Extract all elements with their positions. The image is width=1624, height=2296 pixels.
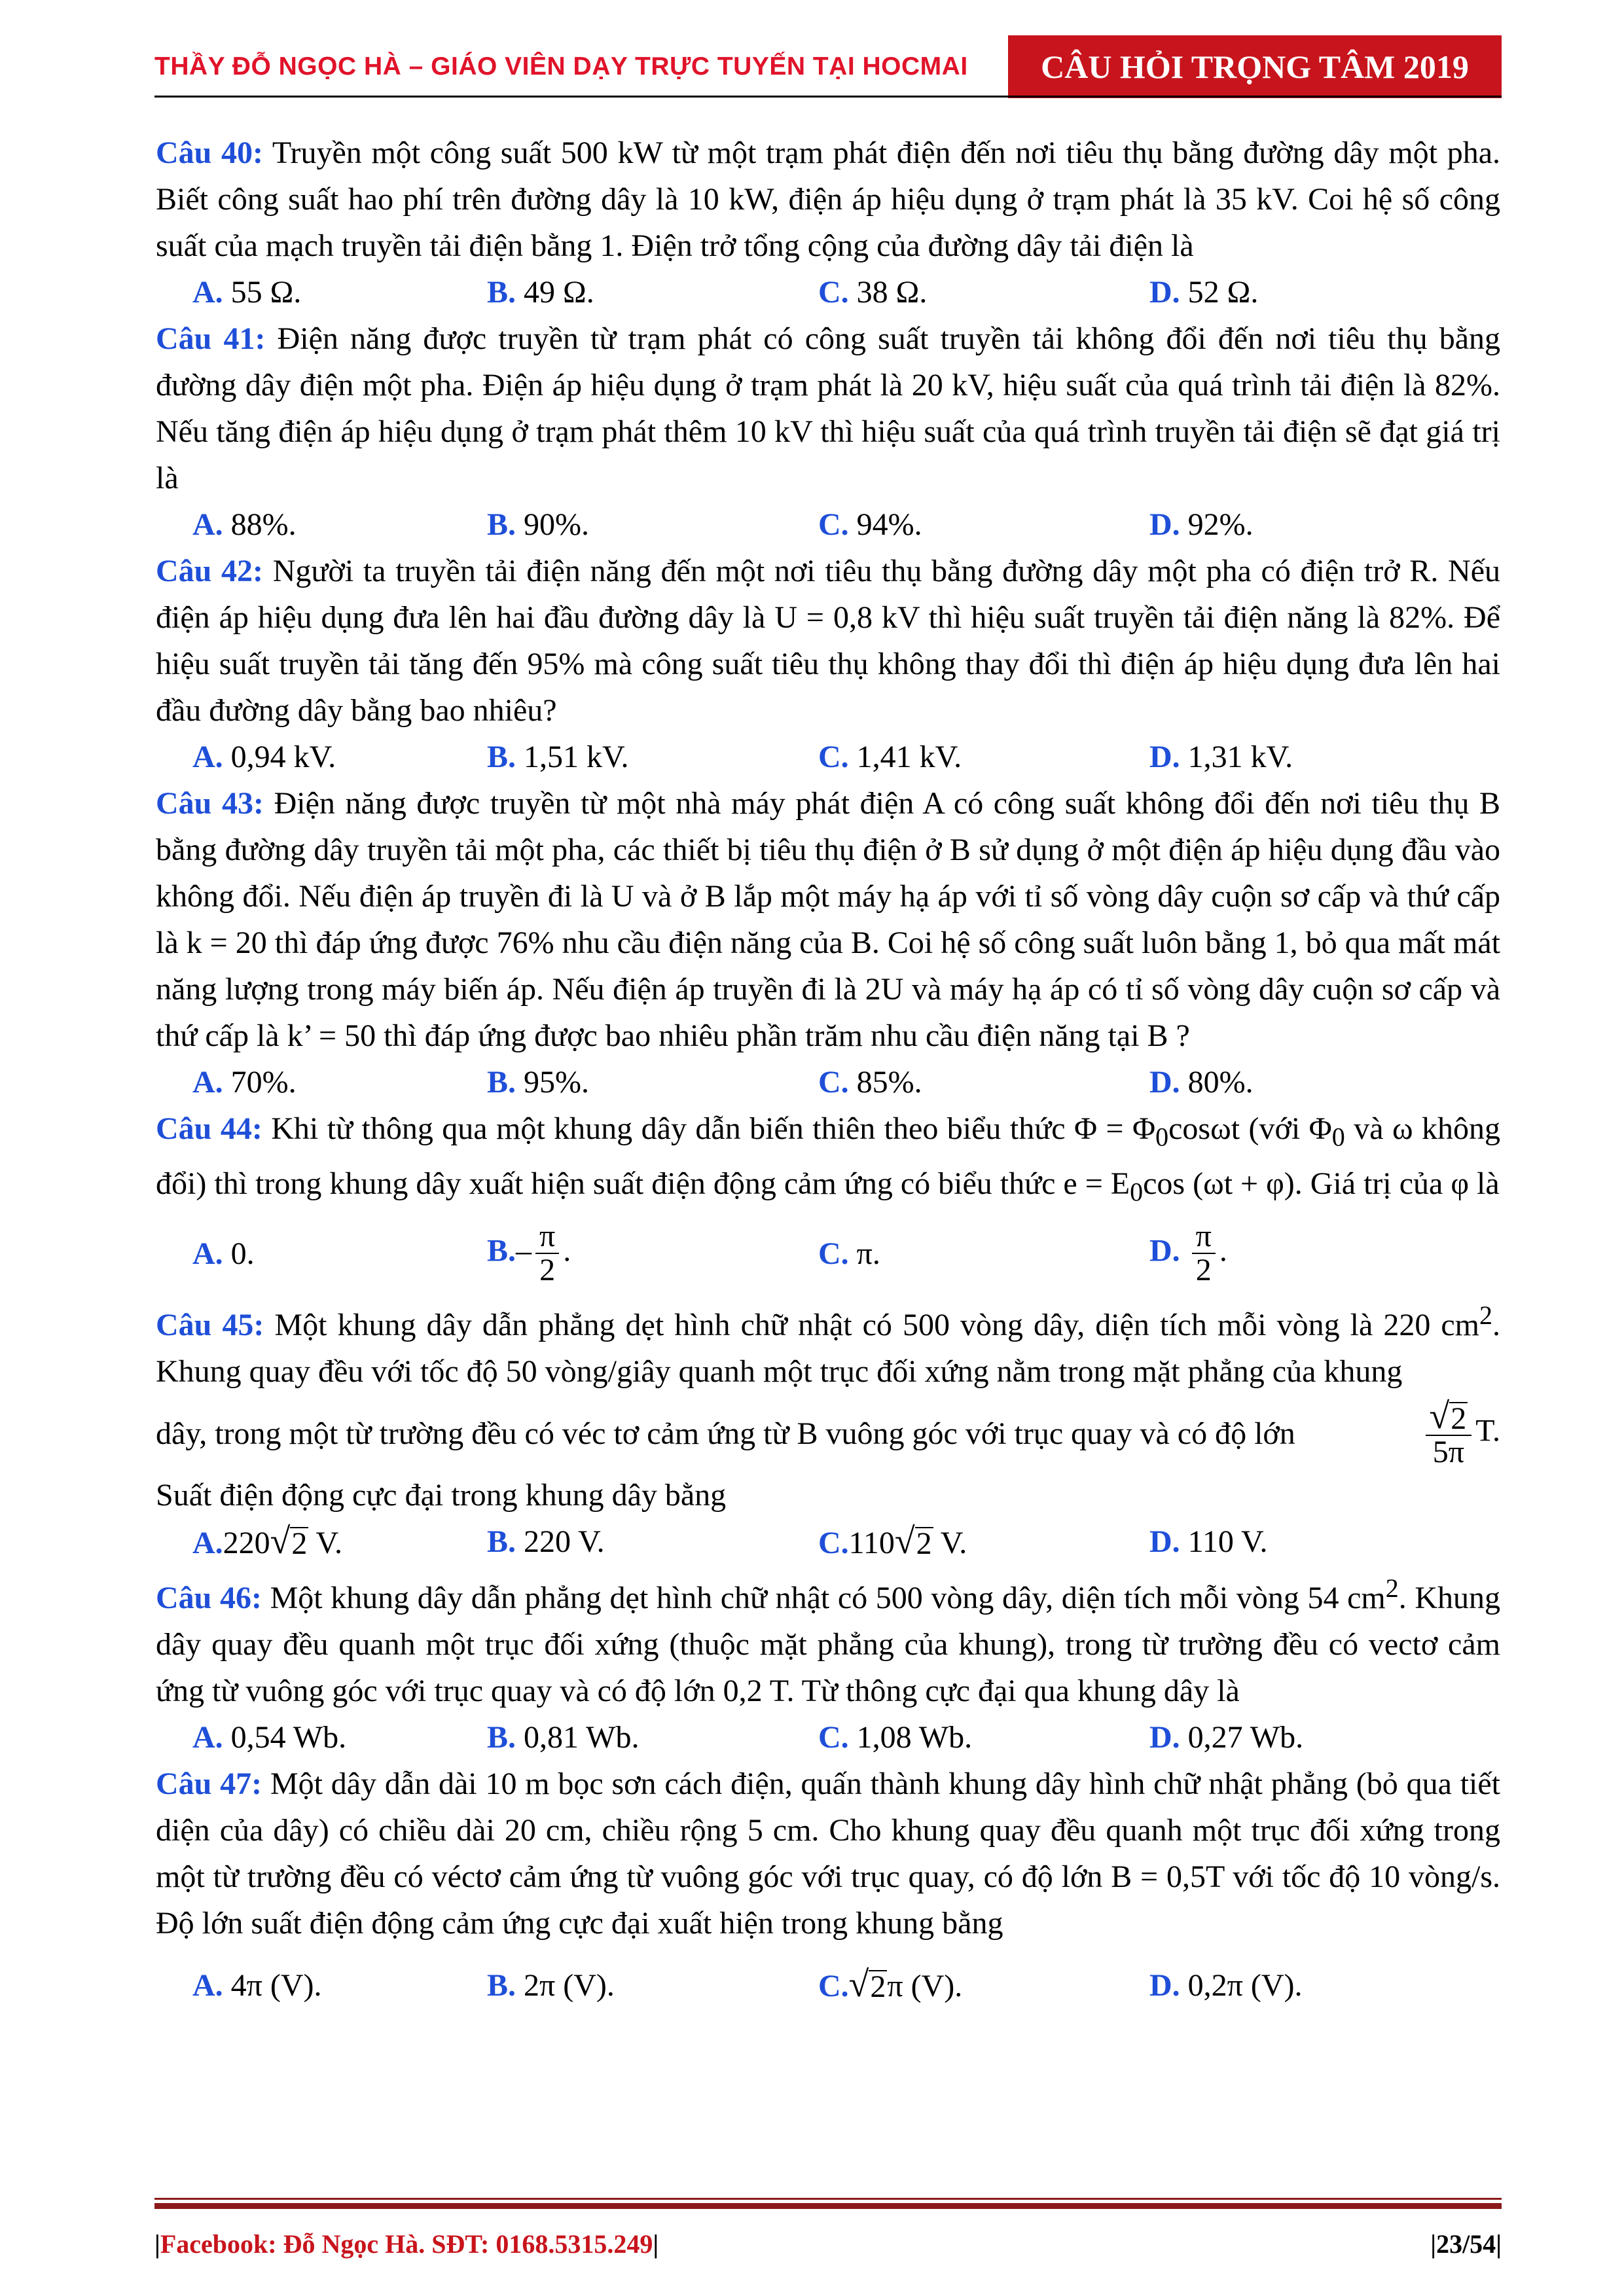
option-a[interactable]: A. 0,94 kV. — [192, 740, 336, 774]
options-row — [156, 1059, 1500, 1105]
option-d[interactable]: D. 1,31 kV. — [1149, 740, 1293, 774]
option-a[interactable]: A.220 √ 2 V. — [192, 1520, 343, 1562]
fraction: $\frac{\pi}{2}$ — [1192, 1220, 1216, 1287]
option-c[interactable]: C. π. — [818, 1236, 880, 1271]
option-d[interactable]: D. 0,2π (V). — [1149, 1967, 1303, 2003]
header-divider — [154, 96, 1502, 98]
question-text: Khi từ thông qua một khung dây dẫn biến thiên theo biểu thức $\Phi = \Phi_0\cos\omega t$ (với $\Phi_0$ và ω không đổi) thì trong khung dây xuất hiện suất điện động cảm ứng có biểu thức $e = E_0\cos$ (ωt + φ). Giá trị của φ là — [156, 1111, 1500, 1207]
question-text: Điện năng được truyền từ trạm phát có công suất truyền tải không đổi đến nơi tiêu thụ bằng đường dây điện một pha. Điện áp hiệu dụng ở trạm phát là 20 kV, hiệu suất của quá trình tải điện là 82%. Nếu tăng điện áp hiệu dụng ở trạm phát thêm 10 kV thì hiệu suất của quá trình truyền tải điện sẽ đạt giá trị là — [156, 321, 1501, 495]
option-d[interactable]: D. 110 V. — [1149, 1524, 1268, 1560]
question-label: Câu 43: — [156, 786, 264, 821]
option-b[interactable]: B. 1,51 kV. — [487, 740, 629, 774]
option-d[interactable]: D. 80%. — [1149, 1065, 1254, 1100]
page-number: |23/54| — [1430, 2229, 1502, 2259]
options-row — [156, 501, 1500, 548]
option-c[interactable]: C. 85%. — [818, 1065, 922, 1100]
question-text: Truyền một công suất 500 kW từ một trạm phát điện đến nơi tiêu thụ bằng đường dây một pha. Biết công suất hao phí trên đường dây là 10 kW, điện áp hiệu dụng ở trạm phát là 35 kV. Coi hệ số công suất của mạch truyền tải điện bằng 1. Điện trở tổng cộng của đường dây tải điện là — [156, 135, 1500, 263]
option-c[interactable]: C. √ 2 π (V). — [818, 1964, 963, 2005]
footer-divider — [154, 2198, 1502, 2200]
option-c[interactable]: C. 38 Ω. — [818, 275, 928, 310]
question-label: Câu 42: — [156, 554, 264, 588]
option-a[interactable]: A. 4π (V). — [192, 1967, 322, 2003]
options-row — [156, 734, 1500, 780]
option-c[interactable]: C.110 √ 2 V. — [818, 1520, 967, 1562]
question-43 — [156, 780, 1500, 1105]
option-a[interactable]: A. 0. — [192, 1236, 255, 1271]
footer-contact: |Facebook: Đỗ Ngọc Hà. SĐT: 0168.5315.249| — [154, 2229, 659, 2259]
question-label: Câu 46: — [156, 1581, 262, 1616]
option-c[interactable]: C. 1,41 kV. — [818, 740, 962, 774]
options-row — [156, 269, 1500, 315]
field-magnitude: √ 2 5π T. — [1422, 1398, 1501, 1469]
option-a[interactable]: A. 88%. — [192, 507, 297, 542]
options-row — [156, 1714, 1500, 1761]
header-badge: CÂU HỎI TRỌNG TÂM 2019 — [1008, 35, 1502, 98]
question-47 — [156, 1761, 1500, 2024]
option-d[interactable]: D. $\frac{\pi}{2}$ . — [1149, 1218, 1227, 1288]
question-list — [156, 130, 1500, 2024]
question-text: Người ta truyền tải điện năng đến một nơi tiêu thụ bằng đường dây một pha có điện trở R. Nếu điện áp hiệu dụng đưa lên hai đầu đường dây là U = 0,8 kV thì hiệu suất truyền tải điện năng là 82%. Để hiệu suất truyền tải tăng đến 95% mà công suất tiêu thụ không thay đổi thì điện áp hiệu dụng đưa lên hai đầu đường dây bằng bao nhiêu? — [156, 554, 1500, 728]
option-d[interactable]: D. 0,27 Wb. — [1149, 1720, 1304, 1755]
question-label: Câu 41: — [156, 321, 266, 356]
option-a[interactable]: A. 55 Ω. — [192, 275, 302, 310]
question-text: Suất điện động cực đại trong khung dây bằng — [156, 1478, 727, 1513]
question-text: Một khung dây dẫn phẳng dẹt hình chữ nhật có 500 vòng dây, diện tích mỗi vòng 54 $cm^2$. Khung dây quay đều quanh một trục đối xứng (thuộc mặt phẳng của khung), trong từ trường đều có vectơ cảm ứng từ vuông góc với trục quay và có độ lớn 0,2 T. Từ thông cực đại qua khung dây là — [156, 1573, 1501, 1709]
question-40 — [156, 130, 1500, 315]
option-b[interactable]: B. 49 Ω. — [487, 275, 594, 310]
fraction: $\frac{\pi}{2}$ — [535, 1220, 559, 1287]
question-label: Câu 45: — [156, 1308, 264, 1343]
question-text: dây, trong một từ trường đều có véc tơ cảm ứng từ B vuông góc với trục quay và có độ lớn — [156, 1416, 1295, 1451]
option-d[interactable]: D. 52 Ω. — [1149, 275, 1259, 310]
question-text: Điện năng được truyền từ một nhà máy phát điện A có công suất không đổi đến nơi tiêu thụ B bằng đường dây truyền tải một pha, các thiết bị tiêu thụ điện ở B sử dụng ở một điện áp hiệu dụng đầu vào không đổi. Nếu điện áp truyền đi là U và ở B lắp một máy hạ áp với tỉ số vòng dây cuộn sơ cấp và thứ cấp là k = 20 thì đáp ứng được 76% nhu cầu điện năng của B. Coi hệ số công suất luôn bằng 1, bỏ qua mất mát năng lượng trong máy biến áp. Nếu điện áp truyền đi là 2U và máy hạ áp có tỉ số vòng dây cuộn sơ cấp và thứ cấp là k’ = 50 thì đáp ứng được bao nhiêu phần trăm nhu cầu điện năng tại B ? — [156, 786, 1501, 1053]
option-c[interactable]: C. 1,08 Wb. — [818, 1720, 973, 1755]
option-b[interactable]: B. 2π (V). — [487, 1967, 615, 2003]
option-b[interactable]: B. 0,81 Wb. — [487, 1720, 640, 1755]
options-row — [156, 1518, 1500, 1565]
option-b[interactable]: B.– $\frac{\pi}{2}$ . — [487, 1218, 571, 1288]
options-row — [156, 1215, 1500, 1292]
option-a[interactable]: A. 0,54 Wb. — [192, 1720, 347, 1755]
option-d[interactable]: D. 92%. — [1149, 507, 1254, 542]
question-label: Câu 47: — [156, 1767, 262, 1802]
header-title: THẦY ĐỖ NGỌC HÀ – GIÁO VIÊN DẠY TRỰC TUYẾN TẠI HOCMAI — [154, 52, 968, 81]
footer-divider-thick — [154, 2203, 1502, 2209]
question-text: Một khung dây dẫn phẳng dẹt hình chữ nhật có 500 vòng dây, diện tích mỗi vòng là 220 $cm^2$. Khung quay đều với tốc độ 50 vòng/giây quanh một trục đối xứng nằm trong mặt phẳng của khung — [156, 1300, 1501, 1390]
option-b[interactable]: B. 220 V. — [487, 1524, 605, 1560]
question-text: Một dây dẫn dài 10 m bọc sơn cách điện, quấn thành khung dây hình chữ nhật phẳng (bỏ qua tiết diện của dây) có chiều dài 20 cm, chiều rộng 5 cm. Cho khung quay đều quanh một trục đối xứng trong một từ trường đều có véctơ cảm ứng từ vuông góc với trục quay, có độ lớn B = 0,5T với tốc độ 10 vòng/s. Độ lớn suất điện động cảm ứng cực đại xuất hiện trong khung bằng — [156, 1767, 1501, 1941]
question-41 — [156, 315, 1500, 548]
question-label: Câu 44: — [156, 1111, 262, 1146]
question-44 — [156, 1105, 1500, 1292]
question-label: Câu 40: — [156, 135, 264, 170]
question-46 — [156, 1565, 1500, 1761]
option-a[interactable]: A. 70%. — [192, 1065, 297, 1100]
option-b[interactable]: B. 90%. — [487, 507, 589, 542]
option-b[interactable]: B. 95%. — [487, 1065, 589, 1100]
option-c[interactable]: C. 94%. — [818, 507, 922, 542]
options-row — [156, 1946, 1500, 2024]
question-text-line — [156, 1395, 1500, 1472]
question-42 — [156, 548, 1500, 780]
question-45 — [156, 1292, 1500, 1565]
